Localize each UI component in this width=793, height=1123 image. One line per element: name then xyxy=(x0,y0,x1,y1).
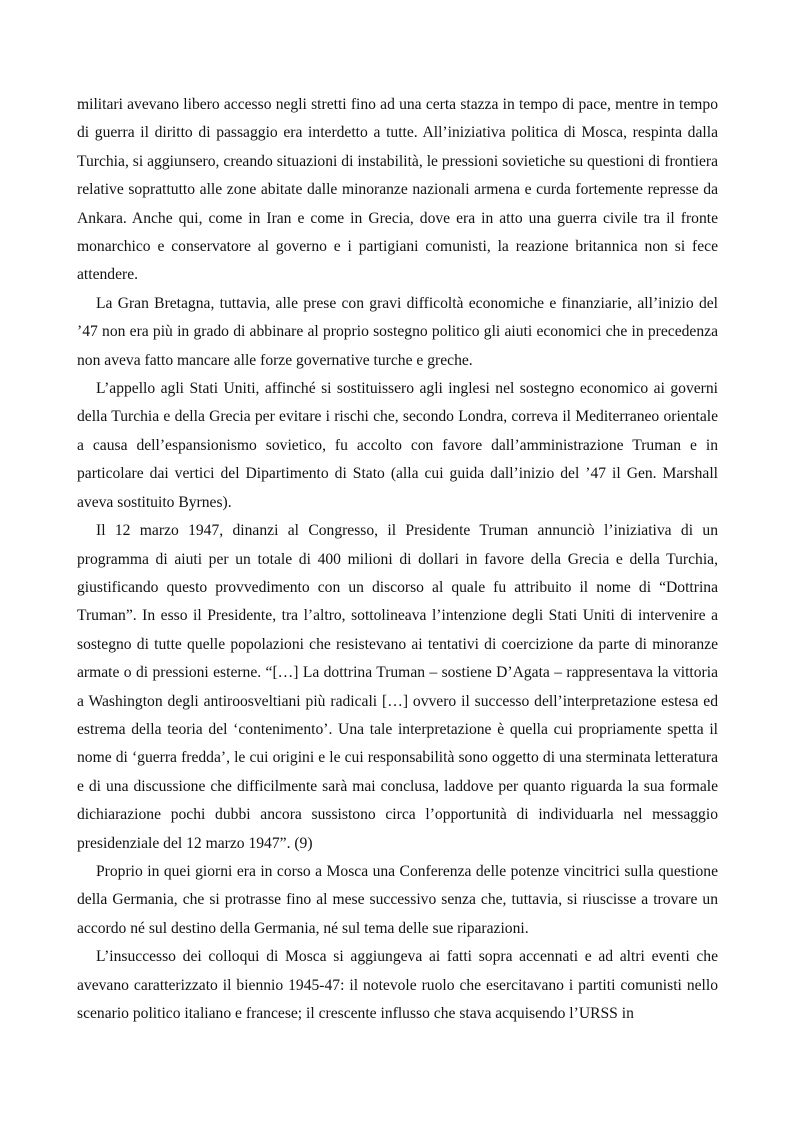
paragraph-appello-stati-uniti: L’appello agli Stati Uniti, affinché si sostituissero agli inglesi nel sostegno economico ai governi della Turchia e della Grecia per evitare i rischi che, secondo Londra, correva il Mediterraneo orientale a causa dell’espansionismo sovietico, fu accolto con favore dall’amministrazione Truman e in particolare dai vertici del Dipartimento di Stato (alla cui guida dall’inizio del ’47 il Gen. Marshall aveva sostituito Byrnes). xyxy=(77,380,718,511)
paragraph-gran-bretagna: La Gran Bretagna, tuttavia, alle prese con gravi difficoltà economiche e finanziarie, all’inizio del ’47 non era più in grado di abbinare al proprio sostegno politico gli aiuti economici che in precedenza non aveva fatto mancare alle forze governative turche e greche. xyxy=(77,294,718,369)
paragraph-continuation: militari avevano libero accesso negli stretti fino ad una certa stazza in tempo di pace, mentre in tempo di guerra il diritto di passaggio era interdetto a tutte. All’iniziativa politica di Mosca, respinta dalla Turchia, si aggiunsero, creando situazioni di instabilità, le pressioni sovietiche su questioni di frontiera relative soprattutto alle zone abitate dalle minoranze nazionali armena e curda fortemente represse da Ankara. Anche qui, come in Iran e come in Grecia, dove era in atto una guerra civile tra il fronte monarchico e conservatore al governo e i partigiani comunisti, la reazione britannica non si fece attendere. xyxy=(77,96,718,284)
paragraph-conferenza-mosca: Proprio in quei giorni era in corso a Mosca una Conferenza delle potenze vincitrici sulla questione della Germania, che si protrasse fino al mese successivo senza che, tuttavia, si riuscisse a trovare un accordo né sul destino della Germania, né sul tema delle sue riparazioni. xyxy=(77,862,718,937)
body-text xyxy=(77,91,718,1028)
paragraph-insuccesso-colloqui: L’insuccesso dei colloqui di Mosca si aggiungeva ai fatti sopra accennati e ad altri eventi che avevano caratterizzato il biennio 1945-47: il notevole ruolo che esercitavano i partiti comunisti nello scenario politico italiano e francese; il crescente influsso che stava acquisendo l’URSS in xyxy=(77,948,718,1022)
paragraph-dottrina-truman: Il 12 marzo 1947, dinanzi al Congresso, il Presidente Truman annunciò l’iniziativa di un programma di aiuti per un totale di 400 milioni di dollari in favore della Grecia e della Turchia, giustificando questo provvedimento con un discorso al quale fu attribuito il nome di “Dottrina Truman”. In esso il Presidente, tra l’altro, sottolineava l’intenzione degli Stati Uniti di intervenire a sostegno di tutte quelle popolazioni che resistevano ai tentativi di coercizione da parte di minoranze armate o di pressioni esterne. “[…] La dottrina Truman – sostiene D’Agata – rappresentava la vittoria a Washington degli antiroosveltiani più radicali […] ovvero il successo dell’interpretazione estesa ed estrema della teoria del ‘contenimento’. Una tale interpretazione è quella cui propriamente spetta il nome di ‘guerra fredda’, le cui origini e le cui responsabilità sono oggetto di una sterminata letteratura e di una discussione che difficilmente sarà mai conclusa, laddove per quanto riguarda la sua formale dichiarazione pochi dubbi ancora sussistono circa l’opportunità di individuarla nel messaggio presidenziale del 12 marzo 1947”. (9) xyxy=(77,522,718,852)
